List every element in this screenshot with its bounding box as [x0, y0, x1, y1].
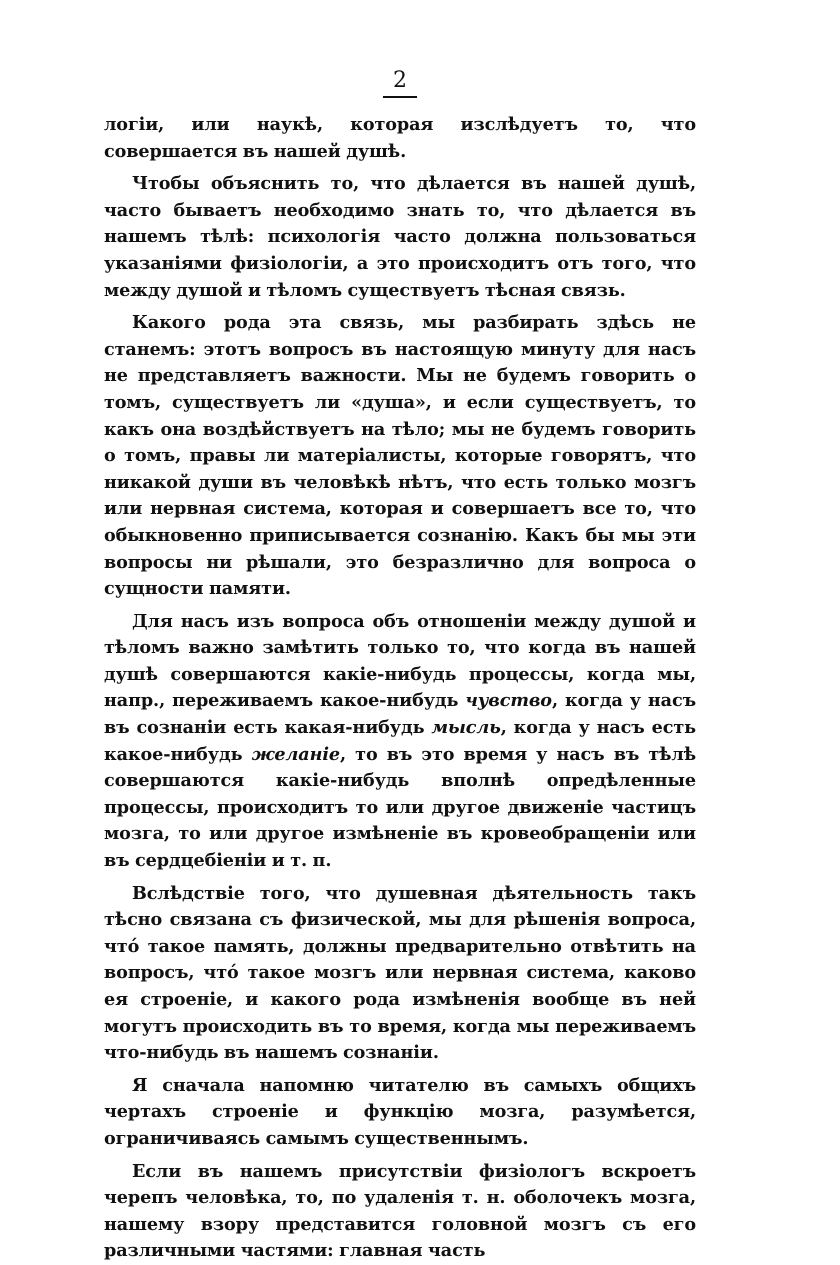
paragraph [104, 171, 696, 304]
body-text [104, 112, 696, 1265]
text-segment: логіи, или наукѣ, которая изслѣдуетъ то, что совершается въ нашей душѣ. [104, 114, 696, 162]
text-segment: Вслѣдствіе того, что душевная дѣятельность такъ тѣсно связана съ физической, мы для рѣшенія вопроса, что́ такое память, должны предварительно отвѣтить на вопросъ, что́ такое мозгъ или нервная система, каково ея строеніе, и какого рода измѣненія вообще въ ней могутъ происходить въ то время, когда мы переживаемъ что-нибудь въ нашемъ сознаніи. [104, 882, 696, 1064]
emphasized-word: мысль [431, 717, 501, 739]
page-number: 2 [383, 68, 417, 98]
text-segment: , когда у насъ въ сознаніи есть какая-нибудь [104, 690, 696, 739]
paragraph [104, 1159, 696, 1265]
paragraph [104, 310, 696, 603]
book-page [104, 68, 696, 1265]
emphasized-word: чувство [465, 690, 552, 712]
paragraph [104, 609, 696, 875]
text-segment: Какого рода эта связь, мы разбирать здѣсь не станемъ: этотъ вопросъ въ настоящую минуту для насъ не представляетъ важности. Мы не будемъ говорить о томъ, существуетъ ли «душа», и если существуетъ, то какъ она воздѣйствуетъ на тѣло; мы не будемъ говорить о томъ, правы ли матеріалисты, которые говорятъ, что никакой души въ человѣкѣ нѣтъ, что есть только мозгъ или нервная система, которая и совершаетъ все то, что обыкновенно приписывается сознанію. Какъ бы мы эти вопросы ни рѣшали, это безразлично для вопроса о сущности памяти. [104, 312, 696, 600]
text-segment: Если въ нашемъ присутствіи физіологъ вскроетъ черепъ человѣка, то, по удаленія т. н. оболочекъ мозга, нашему взору представится головной мозгъ съ его различными частями: главная часть [104, 1160, 696, 1262]
text-segment: , то въ это время у насъ въ тѣлѣ совершаются какіе-нибудь вполнѣ опредѣленные процессы, происходитъ то или другое движеніе частицъ мозга, то или другое измѣненіе въ кровеобращеніи или въ сердцебіеніи и т. п. [104, 743, 696, 872]
text-segment: Для насъ изъ вопроса объ отношеніи между душой и тѣломъ важно замѣтить только то, что когда въ нашей душѣ совершаются какіе-нибудь процессы, когда мы, напр., переживаемъ какое-нибудь [104, 610, 696, 712]
page-header [104, 68, 696, 112]
paragraph [104, 1073, 696, 1153]
emphasized-word: желаніе [251, 743, 341, 765]
text-segment: , когда у насъ есть какое-нибудь [104, 717, 697, 765]
paragraph [104, 881, 696, 1067]
text-segment: Я сначала напомню читателю въ самыхъ общихъ чертахъ строеніе и функцію мозга, разумѣется, ограничиваясь самымъ существеннымъ. [104, 1074, 696, 1149]
paragraph [104, 112, 696, 165]
text-segment: Чтобы объяснить то, что дѣлается въ нашей душѣ, часто бываетъ необходимо знать то, что дѣлается въ нашемъ тѣлѣ: психологія часто должна пользоваться указаніями физіологіи, а это происходитъ отъ того, что между душой и тѣломъ существуетъ тѣсная связь. [104, 173, 696, 301]
